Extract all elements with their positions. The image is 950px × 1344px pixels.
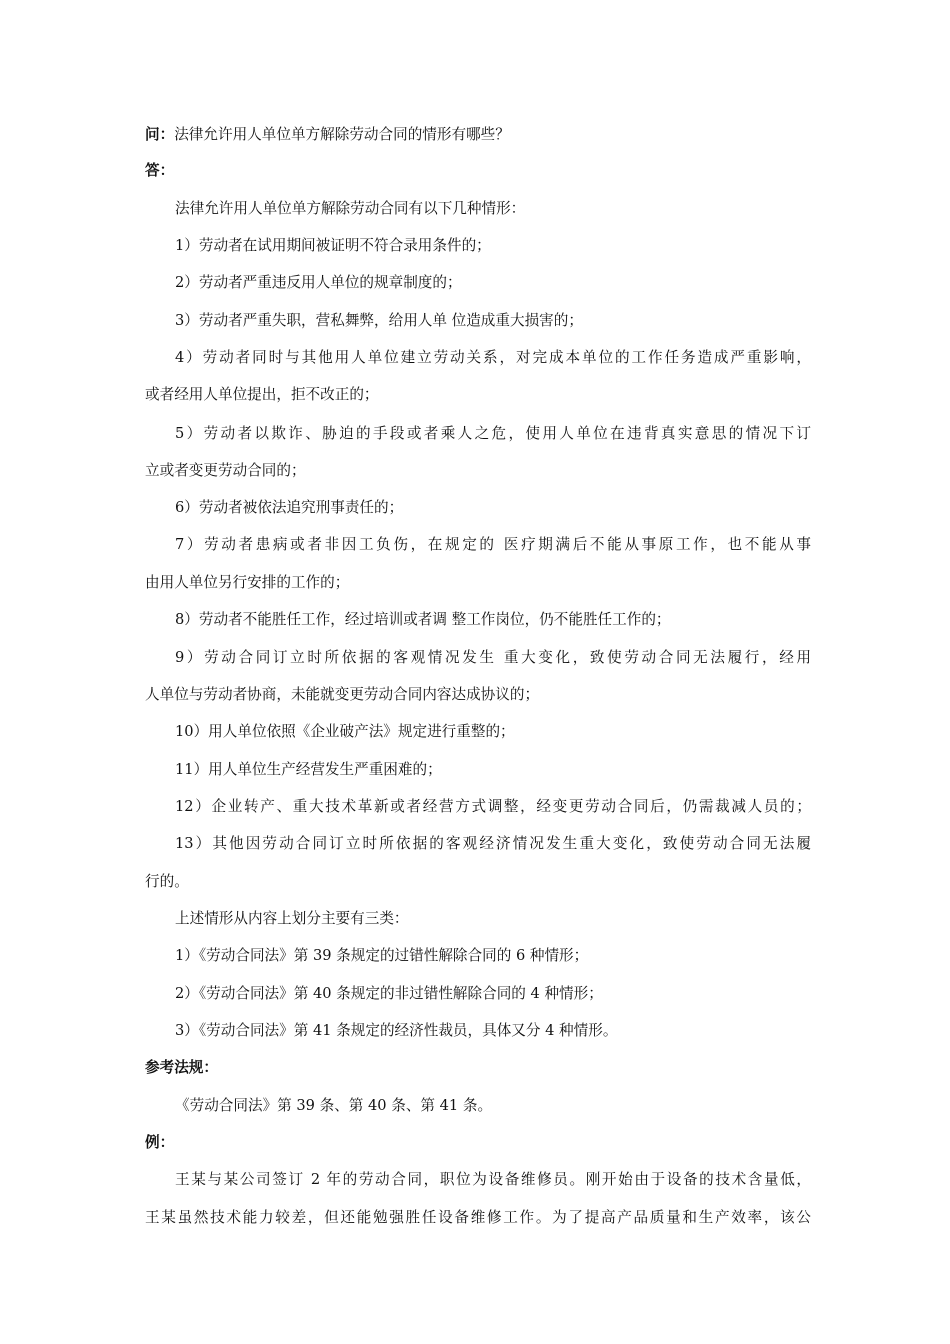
question-text: 法律允许用人单位单方解除劳动合同的情形有哪些？: [174, 126, 510, 143]
list-item-3: 3）劳动者严重失职，营私舞弊，给用人单 位造成重大损害的；: [175, 312, 583, 329]
question-label: 问：: [145, 126, 175, 143]
example-label: 例：: [145, 1134, 175, 1151]
list-item-4-line-2: 或者经用人单位提出，拒不改正的；: [145, 386, 379, 403]
list-item-5-line-1: 5）劳动者以欺诈、胁迫的手段或者乘人之危，使用人单位在违背真实意思的情况下订: [175, 425, 811, 442]
example-line-2: 王某虽然技术能力较差，但还能勉强胜任设备维修工作。为了提高产品质量和生产效率，该公: [145, 1209, 811, 1226]
reference-text: 《劳动合同法》第 39 条、第 40 条、第 41 条。: [175, 1097, 493, 1114]
list-item-11: 11）用人单位生产经营发生严重困难的；: [175, 761, 442, 778]
list-item-9-line-1: 9）劳动合同订立时所依据的客观情况发生 重大变化，致使劳动合同无法履行，经用: [175, 649, 811, 666]
example-line-1: 王某与某公司签订 2 年的劳动合同，职位为设备维修员。刚开始由于设备的技术含量低，: [175, 1171, 811, 1188]
list-item-7-line-1: 7）劳动者患病或者非因工负伤，在规定的 医疗期满后不能从事原工作，也不能从事: [175, 536, 811, 553]
list-item-9-line-2: 人单位与劳动者协商，未能就变更劳动合同内容达成协议的；: [145, 686, 540, 703]
list-item-4-line-1: 4）劳动者同时与其他用人单位建立劳动关系，对完成本单位的工作任务造成严重影响，: [175, 349, 811, 366]
list-item-8: 8）劳动者不能胜任工作，经过培训或者调 整工作岗位，仍不能胜任工作的；: [175, 611, 671, 628]
category-2: 2）《劳动合同法》第 40 条规定的非过错性解除合同的 4 种情形；: [175, 985, 603, 1002]
list-item-12: 12）企业转产、重大技术革新或者经营方式调整，经变更劳动合同后，仍需裁减人员的；: [175, 798, 811, 815]
category-1: 1）《劳动合同法》第 39 条规定的过错性解除合同的 6 种情形；: [175, 947, 589, 964]
category-3: 3）《劳动合同法》第 41 条规定的经济性裁员，具体又分 4 种情形。: [175, 1022, 618, 1039]
question-line: [145, 125, 811, 145]
summary-line: 上述情形从内容上划分主要有三类：: [175, 910, 409, 927]
list-item-1: 1）劳动者在试用期间被证明不符合录用条件的；: [175, 237, 491, 254]
list-item-6: 6）劳动者被依法追究刑事责任的；: [175, 499, 404, 516]
answer-label: 答：: [145, 162, 175, 179]
list-item-5-line-2: 立或者变更劳动合同的；: [145, 462, 306, 479]
list-item-10: 10）用人单位依照《企业破产法》规定进行重整的；: [175, 723, 515, 740]
list-item-2: 2）劳动者严重违反用人单位的规章制度的；: [175, 274, 462, 291]
list-item-7-line-2: 由用人单位另行安排的工作的；: [145, 574, 350, 591]
list-item-13-line-2: 行的。: [145, 873, 189, 890]
answer-intro: 法律允许用人单位单方解除劳动合同有以下几种情形：: [175, 200, 526, 217]
list-item-13-line-1: 13）其他因劳动合同订立时所依据的客观经济情况发生重大变化，致使劳动合同无法履: [175, 835, 811, 852]
reference-label: 参考法规：: [145, 1059, 218, 1076]
